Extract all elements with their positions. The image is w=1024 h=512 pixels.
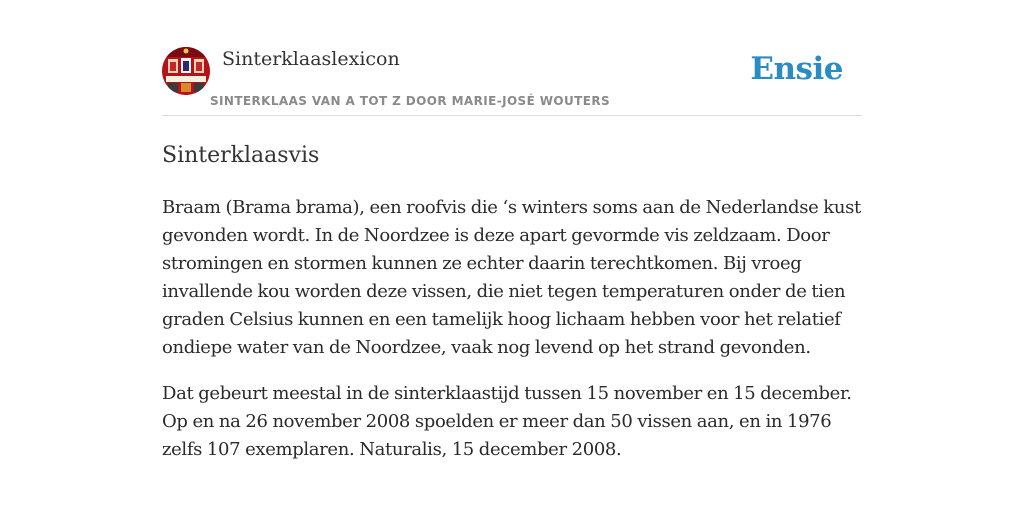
- sinterklaas-book-cover-icon: [162, 47, 210, 95]
- lexicon-avatar[interactable]: [162, 47, 210, 95]
- lexicon-header: [162, 44, 862, 116]
- ensie-logo[interactable]: Ensie: [750, 51, 843, 87]
- entry-title: Sinterklaasvis: [162, 143, 320, 168]
- entry-card: [162, 44, 862, 464]
- lexicon-name-link[interactable]: Sinterklaaslexicon: [222, 48, 400, 70]
- entry-paragraph-2: Dat gebeurt meestal in de sinterklaastijd tussen 15 november en 15 december. Op en na 26 november 2008 spoelden er meer dan 50 vissen aan, en in 1976 zelfs 107 exemplaren. Naturalis, 15 december 2008.: [162, 383, 852, 460]
- entry-paragraph-1: Braam (Brama brama), een roofvis die ‘s winters soms aan de Nederlandse kust gevonden wordt. In de Noordzee is deze apart gevormde vis zeldzaam. Door stromingen en stormen kunnen ze echter daarin terechtkomen. Bij vroeg invallende kou worden deze vissen, die niet tegen temperaturen onder de tien graden Celsius kunnen en een tamelijk hoog lichaam hebben voor het relatief ondiepe water van de Noordzee, vaak nog levend op het strand gevonden.: [162, 197, 861, 358]
- entry-body: [162, 194, 862, 464]
- lexicon-subtitle: SINTERKLAAS VAN A TOT Z DOOR MARIE-JOSÉ WOUTERS: [210, 94, 611, 108]
